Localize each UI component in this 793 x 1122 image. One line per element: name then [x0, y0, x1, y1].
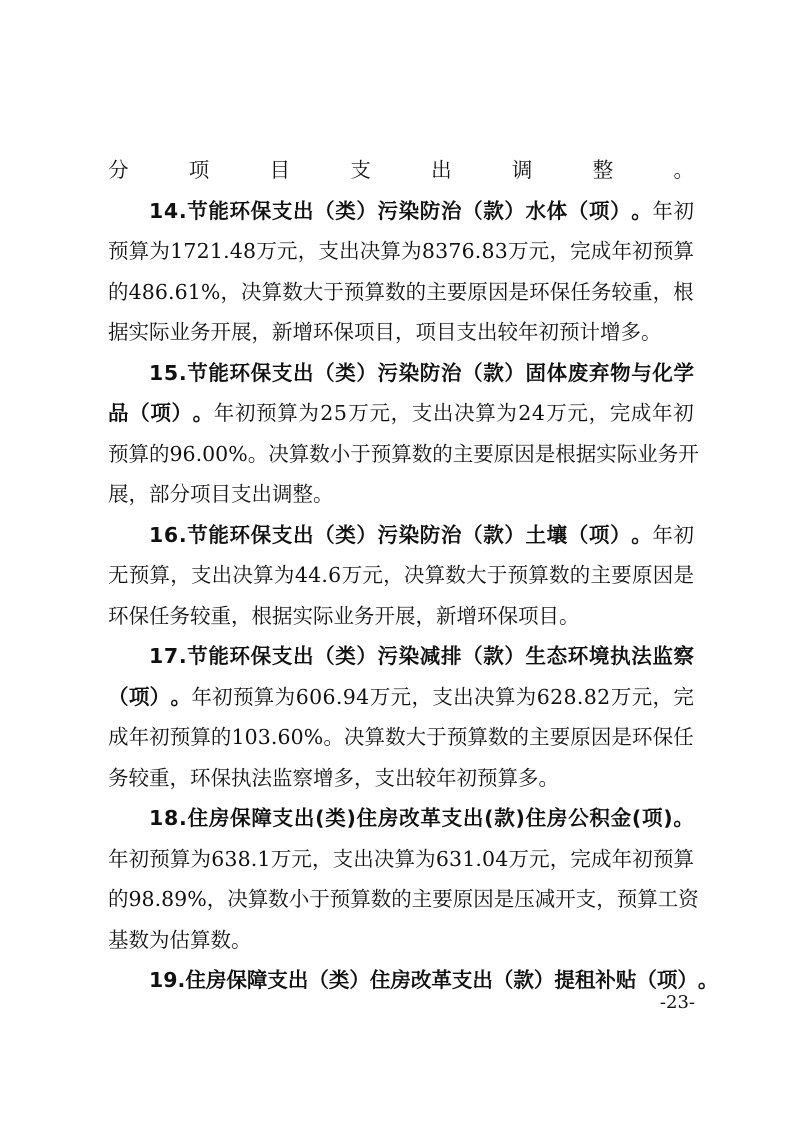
page-number: -23-: [659, 992, 695, 1013]
text-line: 年 初 预 算 为 6 3 8 . 1 万 元 ， 支 出 决 算 为 6 3 1 . 0 4 万 元 ， 完 成 年 初 预 算: [108, 846, 694, 871]
text-line: 预 算 的 9 6 . 0 0 % 。 决 算 数 小 于 预 算 数 的 主 要 原 因 是 根 据 实 际 业 务 开: [108, 441, 699, 466]
document-body: [108, 150, 719, 1001]
text-line: 品 （ 项 ） 。 年 初 预 算 为 2 5 万 元 ， 支 出 决 算 为 2 4 万 元 ， 完 成 年 初: [108, 401, 694, 425]
text-line: 1 9 . 住 房 保 障 支 出 （ 类 ） 住 房 改 革 支 出 （ 款 ） 提 租 补 贴 （ 项 ） 。: [149, 968, 719, 992]
text-line: 分 项 目 支 出 调 整 。: [108, 158, 694, 182]
text-line: 1 5 . 节 能 环 保 支 出 （ 类 ） 污 染 防 治 （ 款 ） 固 体 废 弃 物 与 化 学: [149, 360, 694, 385]
text-line: 预 算 为 1 7 2 1 . 4 8 万 元 ， 支 出 决 算 为 8 3 7 6 . 8 3 万 元 ， 完 成 年 初 预 算: [108, 239, 694, 263]
text-line: 的 9 8 . 8 9 % ， 决 算 数 小 于 预 算 数 的 主 要 原 因 是 压 减 开 支 ， 预 算 工 资: [108, 887, 699, 911]
text-line: 的 4 8 6 . 6 1 % ， 决 算 数 大 于 预 算 数 的 主 要 原 因 是 环 保 任 务 较 重 ， 根: [108, 279, 694, 304]
text-line: 成 年 初 预 算 的 1 0 3 . 6 0 % 。 决 算 数 大 于 预 算 数 的 主 要 原 因 是 环 保 任: [108, 725, 694, 749]
text-line: 环 保 任 务 较 重 ， 根 据 实 际 业 务 开 展 ， 新 增 环 保 项 目 。: [108, 603, 580, 628]
text-line: 1 8 . 住 房 保 障 支 出 ( 类 ) 住 房 改 革 支 出 ( 款 ) 住 房 公 积 金 ( 项 ) 。: [149, 806, 694, 830]
text-line: 务 较 重 ， 环 保 执 法 监 察 增 多 ， 支 出 较 年 初 预 算 多 。: [108, 765, 559, 790]
text-line: 基 数 为 估 算 数 。: [108, 927, 252, 952]
text-line: （ 项 ） 。 年 初 预 算 为 6 0 6 . 9 4 万 元 ， 支 出 决 算 为 6 2 8 . 8 2 万 元 ， 完: [108, 684, 694, 709]
text-line: 1 6 . 节 能 环 保 支 出 （ 类 ） 污 染 防 治 （ 款 ） 土 壤 （ 项 ） 。 年 初: [149, 522, 694, 547]
text-line: 展 ， 部 分 项 目 支 出 调 整 。: [108, 482, 334, 506]
text-line: 1 4 . 节 能 环 保 支 出 （ 类 ） 污 染 防 治 （ 款 ） 水 体 （ 项 ） 。 年 初: [149, 198, 694, 223]
text-line: 据 实 际 业 务 开 展 ， 新 增 环 保 项 目 ， 项 目 支 出 较 年 初 预 计 增 多 。: [108, 320, 662, 344]
text-line: 1 7 . 节 能 环 保 支 出 （ 类 ） 污 染 减 排 （ 款 ） 生 态 环 境 执 法 监 察: [149, 644, 694, 668]
text-line: 无 预 算 ， 支 出 决 算 为 4 4 . 6 万 元 ， 决 算 数 大 于 预 算 数 的 主 要 原 因 是: [108, 563, 694, 587]
